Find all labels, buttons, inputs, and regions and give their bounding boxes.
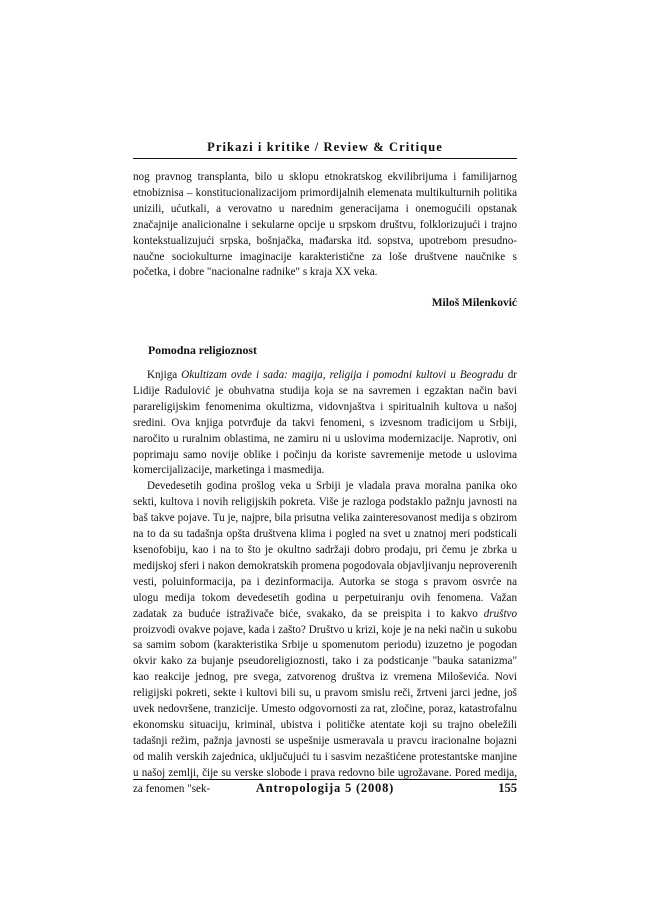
emphasis-word: društvo — [483, 607, 517, 620]
journal-name: Antropologija 5 (2008) — [255, 781, 395, 795]
continuation-paragraph — [133, 170, 517, 281]
continuation-text: nog pravnog transplanta, bilo u sklopu etnokratskog ekvilibrijuma i familijarnog etnobiznisa – konstitucionalizacijom primordijalnih elemenata multikulturnih politika unizili, ućutkali, a verovatno u narednim generacijama i onemogućili opstanak značajnije analicionalne i sekularne opcije u srpskom društvu, folklorizujući i trajno kontekstualizujući srpska, bošnjačka, mađarska itd. sopstva, upotrebom presudno-naučne sociokulturne imaginacije karakteristične za loše društvene naučnike s početka, i dobre "nacionalne radnike" s kraja XX veka. — [133, 171, 517, 279]
footer-divider — [133, 779, 517, 780]
paragraph-1-text: dr Lidije Radulović je obuhvatna studija koja se na savremen i egzaktan način bavi parareligijskim fenomenima okultizma, vidovnjaštva i spiritualnih kultova u našoj sredini. Ova knjiga potvrđuje da takvi fenomeni, s izvesnom tradicijom u Srbiji, naročito u ruralnim oblastima, ne zamiru ni u uslovima modernizacije. Naprotiv, oni poprimaju samo novije oblike i počinju da koriste savremenije metode u uslovima komercijalizacije, marketinga i masmedija. — [133, 369, 517, 477]
page-number: 155 — [498, 781, 517, 795]
header-divider — [133, 158, 517, 159]
paragraph-1-intro: Knjiga — [147, 369, 182, 381]
book-title: Okultizam ovde i sada: magija, religija i pomodni kultovi u Beogradu — [181, 369, 504, 381]
page-footer — [133, 781, 517, 799]
review-body — [133, 368, 517, 797]
section-title: Pomodna religioznost — [148, 343, 257, 357]
paragraph-2 — [133, 479, 517, 797]
review-author-signature: Miloš Milenković — [431, 297, 517, 309]
running-header: Prikazi i kritike / Review & Critique — [207, 140, 443, 154]
paragraph-2-text-a: Devedesetih godina prošlog veka u Srbiji je vladala prava moralna panika oko sekti, kultova i novih religijskih pokreta. Više je razloga podstaklo pažnju javnosti na baš takve pojave. Tu je, najpre, bila prisutna velika zainteresovanost medija s obzirom na to da su tadašnja opšta društvena klima i pogled na svet u znatnoj meri podsticali ksenofobiju, kao i na to što je okultno sadržaji dobro prodaju, pri čemu je zbrka u medijskoj sferi i nakon demokratskih promena pogodovala objavljivanju neproverenih vesti, poluinformacija, pa i dezinformacija. Autorka se stoga s pravom osvrće na ulogu medija tokom devedesetih godina u perpetuiranju ovih fenomena. Važan zadatak za buduće istraživače biće, svakako, da se preispita i to kakvo — [133, 480, 517, 620]
paragraph-1 — [133, 368, 517, 479]
paragraph-2-text-b: proizvodi ovakve pojave, kada i zašto? Društvo u krizi, koje je na neki način u sukobu sa samim sobom (karakteristika Srbije u spomenutom periodu) izuzetno je pogodan okvir kako za bujanje pseudoreligioznosti, tako i za podsticanje "bauka satanizma" kao reakcije jednog, pre svega, zatvorenog društva iz vremena Miloševića. Novi religijski pokreti, sekte i kultovi bili su, u pravom smislu reči, žrtveni jarci jedne, još uvek nedovršene, tranzicije. Umesto odgovornosti za rat, zločine, poraz, katastrofalnu ekonomsku situaciju, kriminal, ubistva i političke atentate koji su trajno obeležili tadašnji režim, pažnja javnosti se uspešnije usmeravala u pravcu iracionalne bojazni od malih verskih zajednica, uključujući tu i sasvim nezaštićene protestantske manjine u našoj zemlji, čije su verske slobode i prava redovno bile ugrožavane. Pored medija, za fenomen "sek- — [133, 623, 517, 795]
